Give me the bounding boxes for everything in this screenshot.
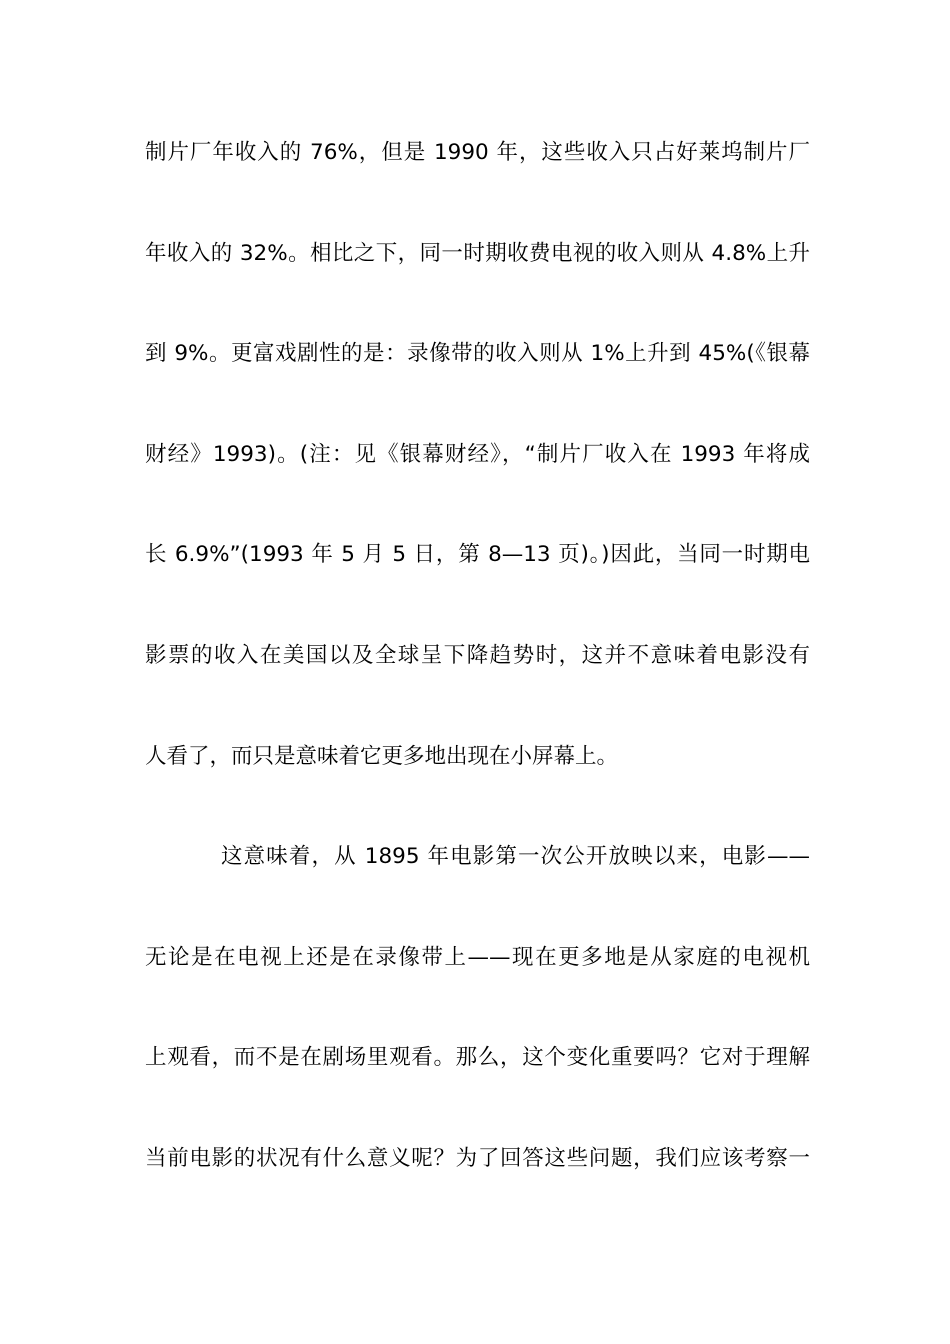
text-line-10: 上观看，而不是在剧场里观看。那么，这个变化重要吗？它对于理解 bbox=[145, 1045, 810, 1071]
text-line-11: 当前电影的状况有什么意义呢？为了回答这些问题，我们应该考察一 bbox=[145, 1145, 810, 1171]
text-line-4: 财经》1993)。(注：见《银幕财经》，“制片厂收入在 1993 年将成 bbox=[145, 441, 810, 467]
text-line-6: 影票的收入在美国以及全球呈下降趋势时，这并不意味着电影没有 bbox=[145, 642, 810, 668]
text-line-1: 制片厂年收入的 76%，但是 1990 年，这些收入只占好莱坞制片厂 bbox=[145, 140, 810, 165]
text-line-2: 年收入的 32%。相比之下，同一时期收费电视的收入则从 4.8%上升 bbox=[145, 240, 810, 266]
text-line-7: 人看了，而只是意味着它更多地出现在小屏幕上。 bbox=[145, 743, 619, 769]
body-text bbox=[145, 131, 810, 1238]
text-line-5: 长 6.9%”(1993 年 5 月 5 日，第 8—13 页)。)因此，当同一时期电 bbox=[145, 542, 810, 568]
text-line-8: 这意味着，从 1895 年电影第一次公开放映以来，电影—— bbox=[221, 844, 810, 870]
text-line-9: 无论是在电视上还是在录像带上——现在更多地是从家庭的电视机 bbox=[145, 944, 810, 970]
text-line-3: 到 9%。更富戏剧性的是：录像带的收入则从 1%上升到 45%(《银幕 bbox=[145, 341, 810, 367]
